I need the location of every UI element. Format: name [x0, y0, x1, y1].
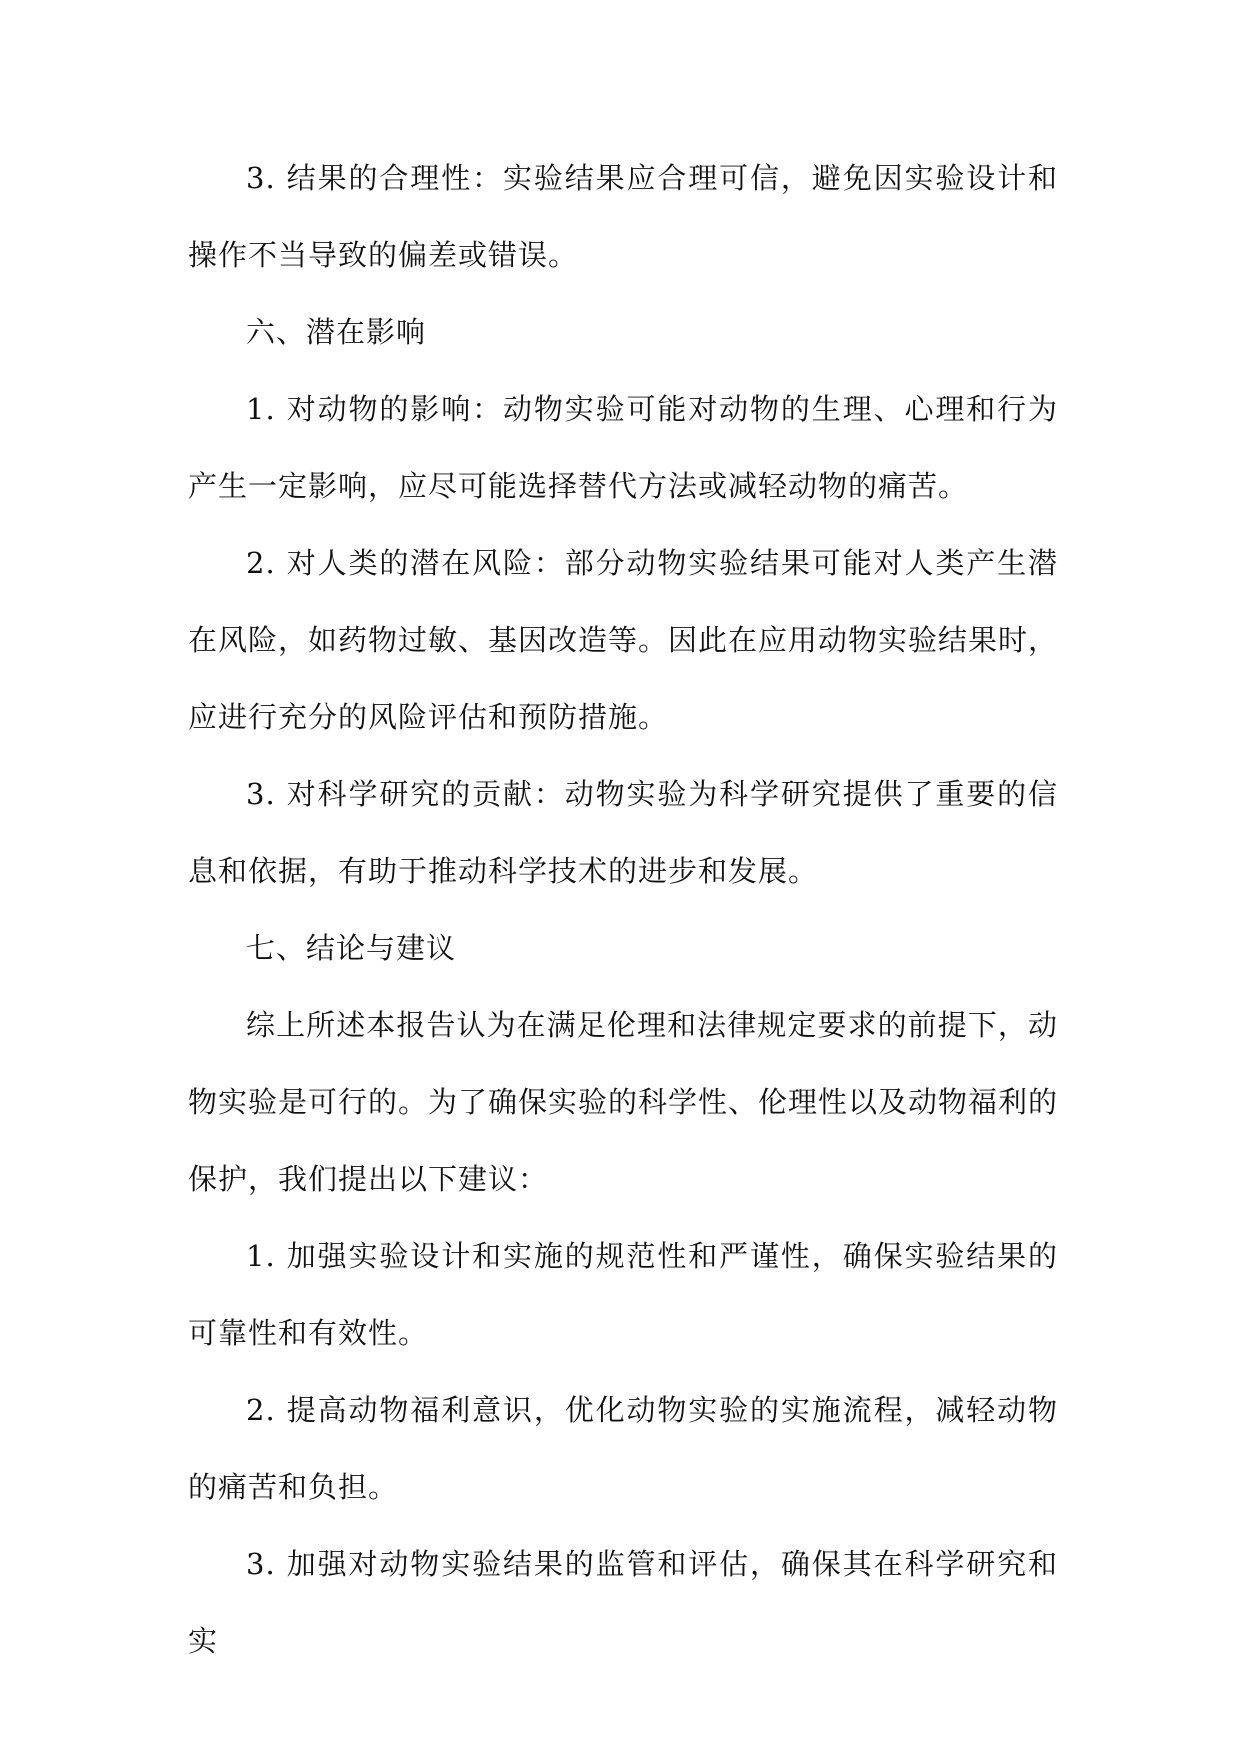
paragraph-suggestion-3: 3. 加强对动物实验结果的监管和评估，确保其在科学研究和实	[188, 1547, 1058, 1658]
paragraph-risk-to-humans: 2. 对人类的潜在风险：部分动物实验结果可能对人类产生潜在风险，如药物过敏、基因改造等。因此在应用动物实验结果时，应进行充分的风险评估和预防措施。	[188, 546, 1059, 734]
paragraph-suggestion-2: 2. 提高动物福利意识，优化动物实验的实施流程，减轻动物的痛苦和负担。	[188, 1393, 1058, 1504]
paragraph-conclusion-summary: 综上所述本报告认为在满足伦理和法律规定要求的前提下，动物实验是可行的。为了确保实验的科学性、伦理性以及动物福利的保护，我们提出以下建议：	[188, 1008, 1059, 1196]
document-page	[188, 140, 1058, 1680]
section-heading-potential-impact: 六、潜在影响	[246, 315, 427, 349]
paragraph-suggestion-1: 1. 加强实验设计和实施的规范性和严谨性，确保实验结果的可靠性和有效性。	[188, 1239, 1058, 1350]
paragraph-contribution-to-science: 3. 对科学研究的贡献：动物实验为科学研究提供了重要的信息和依据，有助于推动科学技术的进步和发展。	[188, 777, 1058, 888]
paragraph-result-reasonableness: 3. 结果的合理性：实验结果应合理可信，避免因实验设计和操作不当导致的偏差或错误。	[188, 161, 1058, 272]
paragraph-impact-on-animals: 1. 对动物的影响：动物实验可能对动物的生理、心理和行为产生一定影响，应尽可能选择替代方法或减轻动物的痛苦。	[188, 392, 1058, 503]
section-heading-conclusion: 七、结论与建议	[246, 931, 457, 965]
